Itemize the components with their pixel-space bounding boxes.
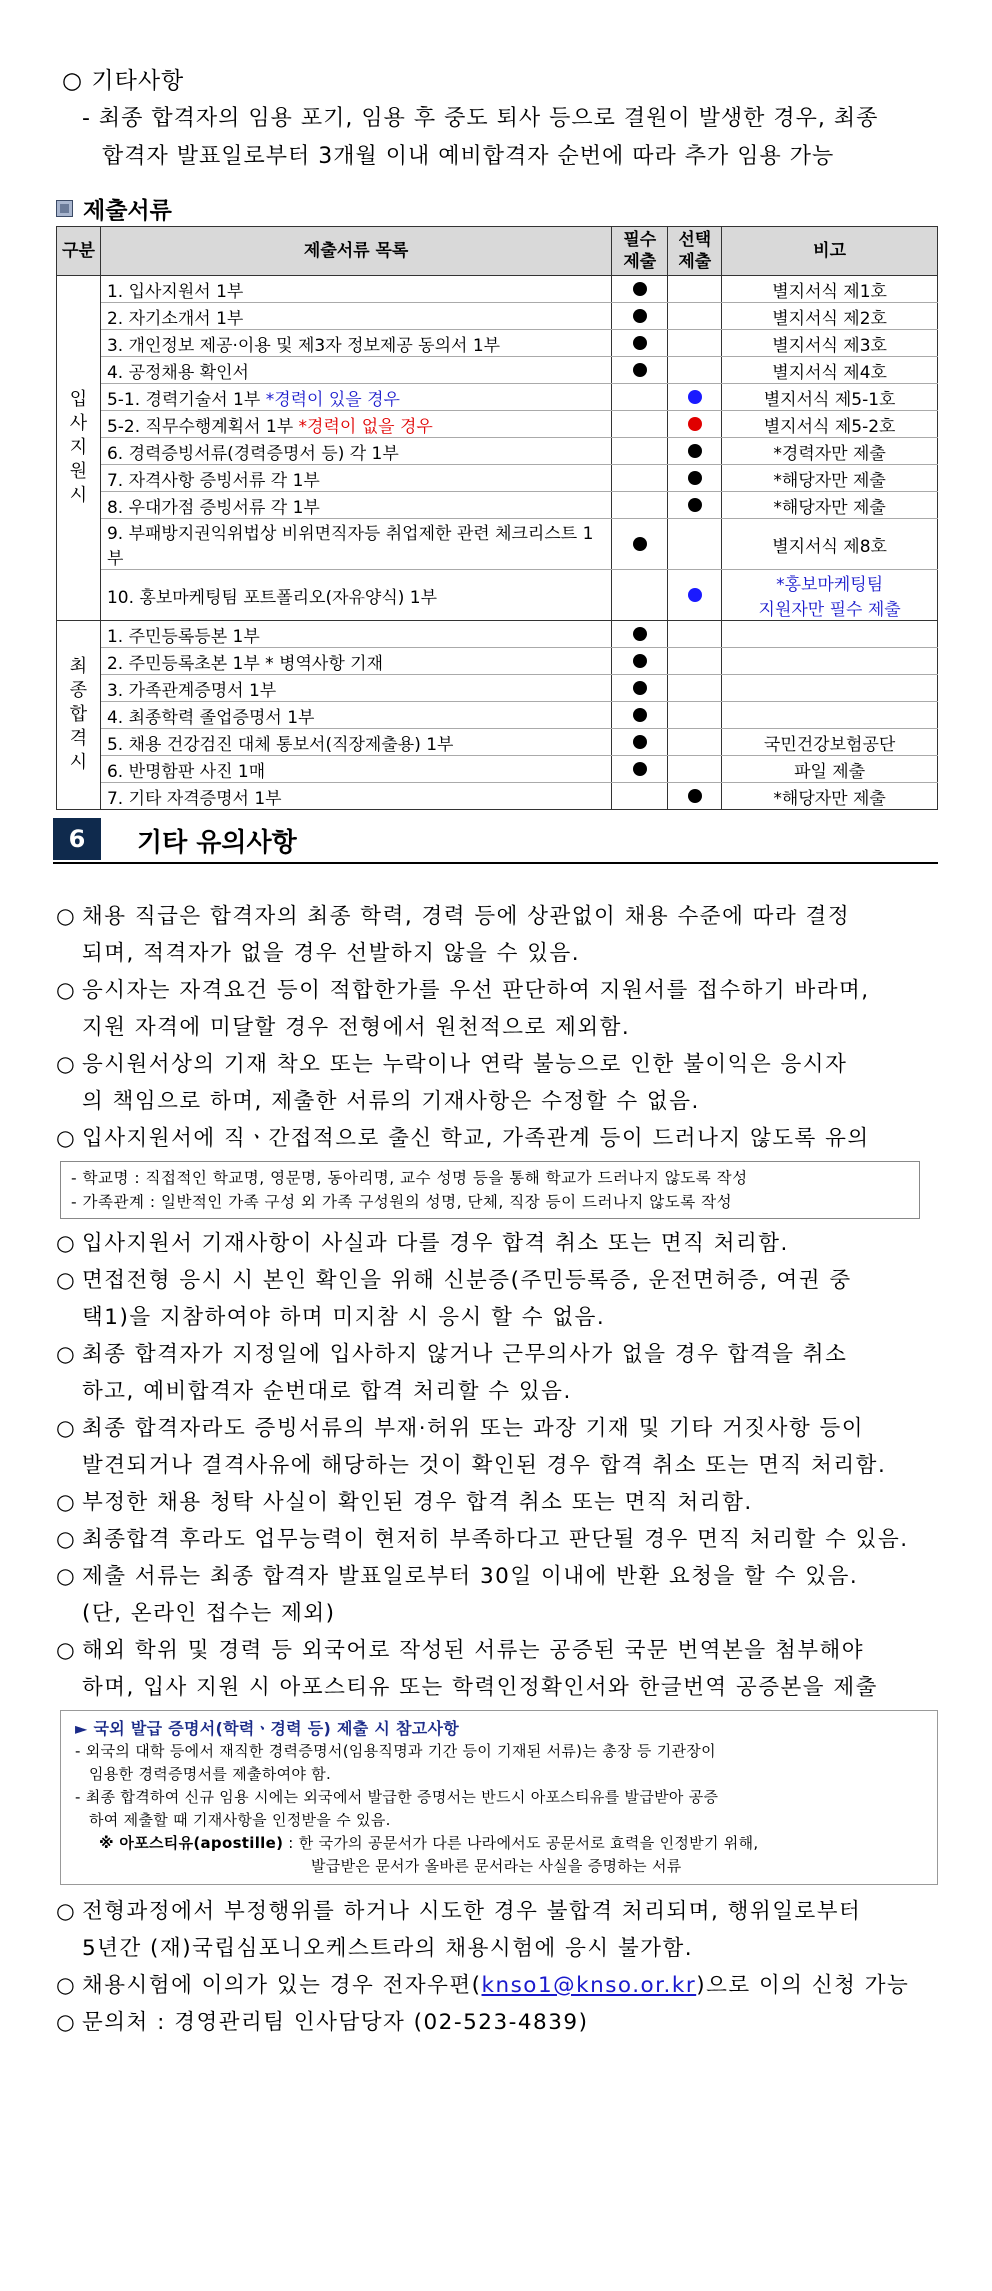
document-name-cell: 5. 채용 건강검진 대체 통보서(직장제출용) 1부 bbox=[100, 729, 611, 756]
category-cell: 입사 지원 시 bbox=[57, 276, 101, 621]
note-cell: 별지서식 제3호 bbox=[722, 330, 938, 357]
optional-cell bbox=[668, 648, 722, 675]
table-row bbox=[57, 411, 938, 438]
note-cell: 별지서식 제5-1호 bbox=[722, 384, 938, 411]
table-row bbox=[57, 648, 938, 675]
email-link[interactable]: knso1@knso.or.kr bbox=[481, 1973, 697, 1998]
optional-cell bbox=[668, 519, 722, 570]
section-6-header bbox=[53, 818, 938, 864]
required-cell bbox=[612, 648, 668, 675]
optional-cell bbox=[668, 756, 722, 783]
note-cell: *해당자만 제출 bbox=[722, 465, 938, 492]
table-row bbox=[57, 729, 938, 756]
table-row bbox=[57, 303, 938, 330]
required-cell bbox=[612, 276, 668, 303]
document-name-cell: 3. 개인정보 제공·이용 및 제3자 정보제공 동의서 1부 bbox=[100, 330, 611, 357]
table-row bbox=[57, 384, 938, 411]
list-item: ○ 최종합격 후라도 업무능력이 현저히 부족하다고 판단될 경우 면직 처리할 수 있음. bbox=[56, 1527, 909, 1552]
table-row bbox=[57, 438, 938, 465]
list-item: ○ 채용 직급은 합격자의 최종 학력, 경력 등에 상관없이 채용 수준에 따라 결정 되며, 적격자가 없을 경우 선발하지 않을 수 있음. bbox=[56, 904, 851, 966]
list-item: ○ 채용시험에 이의가 있는 경우 전자우편(knso1@knso.or.kr)으로 이의 신청 가능 bbox=[56, 1973, 910, 1998]
note-cell bbox=[722, 702, 938, 729]
document-name-cell: 9. 부패방지권익위법상 비위면직자등 취업제한 관련 체크리스트 1부 bbox=[100, 519, 611, 570]
table-row bbox=[57, 702, 938, 729]
note-line: - 가족관계 : 일반적인 가족 구성 외 가족 구성원의 성명, 단체, 직장 등이 드러나지 않도록 작성 bbox=[71, 1193, 733, 1211]
document-name-cell: 7. 기타 자격증명서 1부 bbox=[100, 783, 611, 810]
required-cell bbox=[612, 357, 668, 384]
docs-title: 제출서류 bbox=[83, 198, 172, 224]
section-title: 기타 유의사항 bbox=[137, 828, 297, 858]
header-list: 제출서류 목록 bbox=[100, 227, 611, 276]
required-cell bbox=[612, 492, 668, 519]
table-row bbox=[57, 783, 938, 810]
note-line: - 학교명 : 직접적인 학교명, 영문명, 동아리명, 교수 성명 등을 통해 학교가 드러나지 않도록 작성 bbox=[71, 1169, 748, 1187]
table-row bbox=[57, 570, 938, 621]
required-cell bbox=[612, 729, 668, 756]
note-cell: 국민건강보험공단 bbox=[722, 729, 938, 756]
optional-cell bbox=[668, 330, 722, 357]
misc-body bbox=[82, 100, 952, 176]
optional-cell bbox=[668, 492, 722, 519]
list-item: ○ 문의처 : 경영관리팀 인사담당자 (02-523-4839) bbox=[56, 2010, 589, 2035]
note-cell: 별지서식 제1호 bbox=[722, 276, 938, 303]
required-cell bbox=[612, 411, 668, 438]
document-name-cell: 5-1. 경력기술서 1부 *경력이 있을 경우 bbox=[100, 384, 611, 411]
note-line: - 외국의 대학 등에서 재직한 경력증명서(임용직명과 기간 등이 기재된 서류)는 총장 등 기관장이 bbox=[75, 1742, 716, 1760]
foreign-doc-note-box bbox=[60, 1710, 938, 1885]
list-item: ○ 입사지원서 기재사항이 사실과 다를 경우 합격 취소 또는 면직 처리함. bbox=[56, 1231, 789, 1256]
note-cell: *홍보마케팅팀 지원자만 필수 제출 bbox=[722, 570, 938, 621]
dot-icon bbox=[688, 789, 702, 803]
dot-icon bbox=[633, 708, 647, 722]
required-cell bbox=[612, 570, 668, 621]
dot-icon bbox=[688, 444, 702, 458]
required-cell bbox=[612, 621, 668, 648]
dot-icon bbox=[633, 627, 647, 641]
note-cell: *해당자만 제출 bbox=[722, 783, 938, 810]
optional-cell bbox=[668, 783, 722, 810]
notes-list bbox=[56, 898, 944, 2041]
list-item: ○ 입사지원서에 직ㆍ간접적으로 출신 학교, 가족관계 등이 드러나지 않도록 유의 bbox=[56, 1126, 870, 1151]
list-item: ○ 응시원서상의 기재 착오 또는 누락이나 연락 불능으로 인한 불이익은 응시자 의 책임으로 하며, 제출한 서류의 기재사항은 수정할 수 없음. bbox=[56, 1052, 848, 1114]
note-cell bbox=[722, 675, 938, 702]
dot-icon bbox=[633, 681, 647, 695]
required-cell bbox=[612, 519, 668, 570]
blue-dot-icon bbox=[688, 390, 702, 404]
dot-icon bbox=[633, 309, 647, 323]
documents-table bbox=[56, 226, 938, 810]
list-item: ○ 최종 합격자가 지정일에 입사하지 않거나 근무의사가 없을 경우 합격을 취소 하고, 예비합격자 순번대로 합격 처리할 수 있음. bbox=[56, 1342, 848, 1404]
list-item: ○ 제출 서류는 최종 합격자 발표일로부터 30일 이내에 반환 요청을 할 수 있음. (단, 온라인 접수는 제외) bbox=[56, 1564, 859, 1626]
document-name-cell: 1. 입사지원서 1부 bbox=[100, 276, 611, 303]
table-row bbox=[57, 756, 938, 783]
required-cell bbox=[612, 783, 668, 810]
required-cell bbox=[612, 303, 668, 330]
dot-icon bbox=[633, 537, 647, 551]
header-note: 비고 bbox=[722, 227, 938, 276]
header-category: 구분 bbox=[57, 227, 101, 276]
optional-cell bbox=[668, 675, 722, 702]
document-name-cell: 1. 주민등록등본 1부 bbox=[100, 621, 611, 648]
required-cell bbox=[612, 702, 668, 729]
note-cell: 별지서식 제2호 bbox=[722, 303, 938, 330]
note-cell: *해당자만 제출 bbox=[722, 492, 938, 519]
dot-icon bbox=[633, 654, 647, 668]
optional-cell bbox=[668, 729, 722, 756]
optional-cell bbox=[668, 303, 722, 330]
list-item: ○ 면접전형 응시 시 본인 확인을 위해 신분증(주민등록증, 운전면허증, 여권 중 택1)을 지참하여야 하며 미지참 시 응시 할 수 없음. bbox=[56, 1268, 852, 1330]
header-required: 필수 제출 bbox=[612, 227, 668, 276]
required-cell bbox=[612, 438, 668, 465]
document-name-cell: 10. 홍보마케팅팀 포트폴리오(자유양식) 1부 bbox=[100, 570, 611, 621]
note-line: 임용한 경력증명서를 제출하여야 함. bbox=[89, 1765, 332, 1783]
list-item: ○ 해외 학위 및 경력 등 외국어로 작성된 서류는 공증된 국문 번역본을 첨부해야 하며, 입사 지원 시 아포스티유 또는 학력인정확인서와 한글번역 공증본을 제출 bbox=[56, 1638, 878, 1700]
dot-icon bbox=[633, 282, 647, 296]
document-name-cell: 6. 경력증빙서류(경력증명서 등) 각 1부 bbox=[100, 438, 611, 465]
optional-cell bbox=[668, 570, 722, 621]
note-line: 발급받은 문서가 올바른 문서라는 사실을 증명하는 서류 bbox=[311, 1857, 682, 1875]
note-cell: 파일 제출 bbox=[722, 756, 938, 783]
optional-cell bbox=[668, 465, 722, 492]
list-item: ○ 전형과정에서 부정행위를 하거나 시도한 경우 불합격 처리되며, 행위일로부터 5년간 (재)국립심포니오케스트라의 채용시험에 응시 불가함. bbox=[56, 1899, 862, 1961]
blue-dot-icon bbox=[688, 588, 702, 602]
dot-icon bbox=[633, 336, 647, 350]
note-line: 하여 제출할 때 기재사항을 인정받을 수 있음. bbox=[89, 1811, 391, 1829]
document-name-cell: 7. 자격사항 증빙서류 각 1부 bbox=[100, 465, 611, 492]
table-row bbox=[57, 357, 938, 384]
document-name-cell: 8. 우대가점 증빙서류 각 1부 bbox=[100, 492, 611, 519]
document-name-cell: 6. 반명함판 사진 1매 bbox=[100, 756, 611, 783]
table-row bbox=[57, 675, 938, 702]
note-cell: 별지서식 제5-2호 bbox=[722, 411, 938, 438]
required-cell bbox=[612, 756, 668, 783]
note-cell: 별지서식 제4호 bbox=[722, 357, 938, 384]
document-name-cell: 5-2. 직무수행계획서 1부 *경력이 없을 경우 bbox=[100, 411, 611, 438]
list-item: ○ 최종 합격자라도 증빙서류의 부재·허위 또는 과장 기재 및 기타 거짓사항 등이 발견되거나 결격사유에 해당하는 것이 확인된 경우 합격 취소 또는 면직 처리함. bbox=[56, 1416, 887, 1478]
note-cell bbox=[722, 621, 938, 648]
optional-cell bbox=[668, 621, 722, 648]
note-line: - 최종 합격하여 신규 임용 시에는 외국에서 발급한 증명서는 반드시 아포스티유를 발급받아 공증 bbox=[75, 1788, 719, 1806]
dot-icon bbox=[688, 498, 702, 512]
required-cell bbox=[612, 330, 668, 357]
note-cell: 별지서식 제8호 bbox=[722, 519, 938, 570]
note-cell bbox=[722, 648, 938, 675]
optional-cell bbox=[668, 702, 722, 729]
optional-cell bbox=[668, 438, 722, 465]
apostille-note: ※ 아포스티유(apostille) : 한 국가의 공문서가 다른 나라에서도 공문서로 효력을 인정받기 위해, bbox=[99, 1834, 759, 1852]
table-row bbox=[57, 492, 938, 519]
docs-heading bbox=[56, 192, 172, 225]
optional-cell bbox=[668, 276, 722, 303]
required-cell bbox=[612, 465, 668, 492]
dot-icon bbox=[633, 762, 647, 776]
optional-cell bbox=[668, 357, 722, 384]
square-bullet-icon bbox=[56, 200, 73, 217]
document-name-cell: 4. 공정채용 확인서 bbox=[100, 357, 611, 384]
table-header-row bbox=[57, 227, 938, 276]
table-row bbox=[57, 276, 938, 303]
required-cell bbox=[612, 384, 668, 411]
list-item: ○ 부정한 채용 청탁 사실이 확인된 경우 합격 취소 또는 면직 처리함. bbox=[56, 1490, 753, 1515]
document-name-cell: 4. 최종학력 졸업증명서 1부 bbox=[100, 702, 611, 729]
privacy-note-box bbox=[60, 1161, 920, 1219]
optional-cell bbox=[668, 384, 722, 411]
note-cell: *경력자만 제출 bbox=[722, 438, 938, 465]
misc-line: 합격자 발표일로부터 3개월 이내 예비합격자 순번에 따라 추가 임용 가능 bbox=[102, 144, 835, 169]
section-number: 6 bbox=[53, 818, 101, 860]
red-dot-icon bbox=[688, 417, 702, 431]
document-name-cell: 3. 가족관계증명서 1부 bbox=[100, 675, 611, 702]
note-box-title: ► 국외 발급 증명서(학력ㆍ경력 등) 제출 시 참고사항 bbox=[75, 1719, 460, 1738]
misc-line: - 최종 합격자의 임용 포기, 임용 후 중도 퇴사 등으로 결원이 발생한 경우, 최종 bbox=[82, 106, 879, 131]
dot-icon bbox=[688, 471, 702, 485]
dot-icon bbox=[633, 735, 647, 749]
table-row bbox=[57, 465, 938, 492]
document-name-cell: 2. 자기소개서 1부 bbox=[100, 303, 611, 330]
list-item: ○ 응시자는 자격요건 등이 적합한가를 우선 판단하여 지원서를 접수하기 바라며, 지원 자격에 미달할 경우 전형에서 원천적으로 제외함. bbox=[56, 978, 870, 1040]
dot-icon bbox=[633, 363, 647, 377]
table-row bbox=[57, 519, 938, 570]
header-optional: 선택 제출 bbox=[668, 227, 722, 276]
misc-heading: ○ 기타사항 bbox=[62, 68, 185, 94]
document-name-cell: 2. 주민등록초본 1부 * 병역사항 기재 bbox=[100, 648, 611, 675]
category-cell: 최종 합격 시 bbox=[57, 621, 101, 810]
required-cell bbox=[612, 675, 668, 702]
table-row bbox=[57, 330, 938, 357]
optional-cell bbox=[668, 411, 722, 438]
table-row bbox=[57, 621, 938, 648]
